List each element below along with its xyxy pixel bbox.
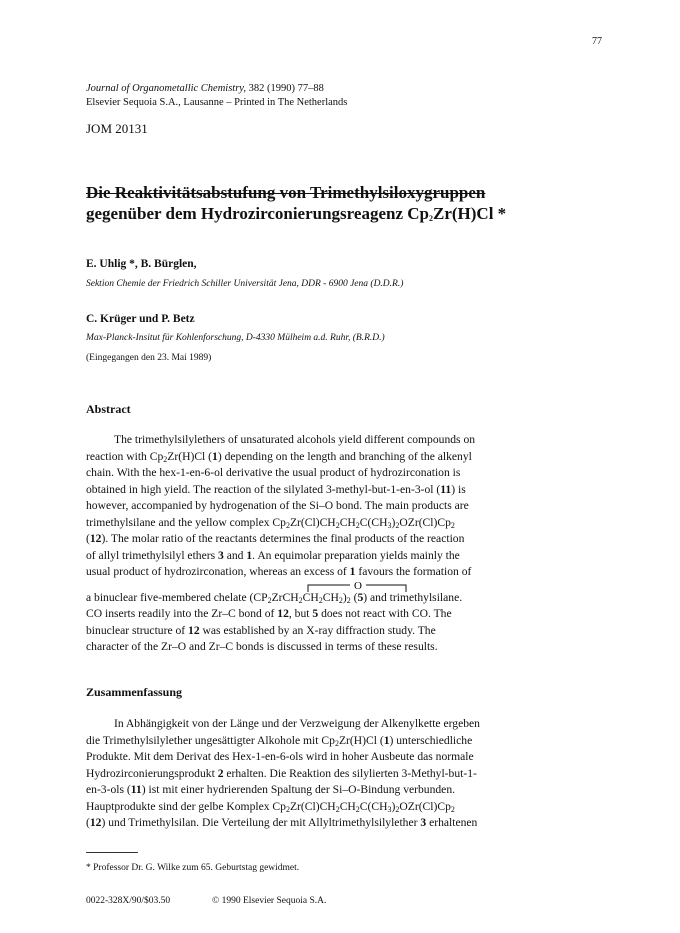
authors-2: C. Krüger und P. Betz — [86, 313, 195, 325]
footnote: * Professor Dr. G. Wilke zum 65. Geburtstag gewidmet. — [86, 863, 300, 873]
abstract-text: The trimethylsilylethers of unsaturated alcohols yield different compounds on reaction with $Cp_2Zr(H)Cl$ (1) depending on the length and branching of the alkenyl chain. With the hex-1-en-6-ol derivative the usual product of hydrozirconation is obtained in high yield. The reaction of the silylated 3-methyl-but-1-en-3-ol (11) is however, accompanied by hydrogenation of the Si–O bond. The main products are trimethylsilane and the yellow complex $Cp_2Zr(Cl)CH_2CH_2C(CH_3)_2OZr(Cl)Cp_2$ (12). The molar ratio of the reactants determines the final products of the reaction of allyl trimethylsilyl ethers 3 and 1. An equimolar preparation yields mainly the usual product of hydrozirconation, whereas an excess of 1 favours the formation of a binuclear five-membered chelate $(CP_2ZrCH_2CH_2CH_2)_2$ (5) and trimethylsilane. CO inserts readily into the Zr–C bond of 12, but 5 does not react with CO. The binuclear structure of 12 was established by an X-ray diffraction study. The character of the Zr–O and Zr–C bonds is discussed in terms of these results. — [86, 433, 476, 653]
ring-oxygen-label: O — [354, 580, 362, 592]
article-code: JOM 20131 — [86, 121, 148, 136]
received-date: (Eingegangen den 23. Mai 1989) — [86, 353, 212, 363]
issn-price: 0022-328X/90/$03.50 — [86, 896, 171, 906]
page-number: 77 — [592, 36, 602, 47]
affiliation-2: Max-Planck-Insitut für Kohlenforschung, D-4330 Mülheim a.d. Ruhr, (B.R.D.) — [86, 333, 385, 343]
publisher-line: Elsevier Sequoia S.A., Lausanne – Printed in The Netherlands — [86, 97, 348, 108]
zusammenfassung-heading: Zusammenfassung — [86, 685, 183, 699]
ring-bracket — [306, 579, 410, 593]
zusammenfassung-text: In Abhängigkeit von der Länge und der Verzweigung der Alkenylkette ergeben die Trimethylsilylether ungesättigter Alkohole mit $Cp_2Zr(H)Cl$ (1) unterschiedliche Produkte. Mit dem Derivat des Hex-1-en-6-ols wird in hoher Ausbeute das normale Hydrozirconierungsprodukt 2 erhalten. Die Reaktion des silylierten 3-Methyl-but-1- en-3-ols (11) ist mit einer hydrierenden Spaltung der Si–O-Bindung verbunden. Hauptprodukte sind der gelbe Komplex $Cp_2Zr(Cl)CH_2CH_2C(CH_3)_2OZr(Cl)Cp_2$ (12) und Trimethylsilan. Die Verteilung der mit Allyltrimethylsilylether 3 erhaltenen — [86, 717, 480, 829]
footnote-rule — [86, 852, 138, 853]
article-title — [86, 182, 606, 224]
abstract-heading: Abstract — [86, 402, 131, 416]
title-line-1: Die Reaktivitätsabstufung von Trimethylsiloxygruppen — [86, 183, 486, 202]
journal-issue: 382 (1990) 77–88 — [246, 83, 324, 94]
affiliation-1: Sektion Chemie der Friedrich Schiller Universität Jena, DDR - 6900 Jena (D.D.R.) — [86, 279, 404, 289]
copyright: © 1990 Elsevier Sequoia S.A. — [212, 896, 327, 906]
journal-name: Journal of Organometallic Chemistry, — [86, 83, 247, 94]
journal-info — [86, 82, 347, 110]
title-line-2: gegenüber dem Hydrozirconierungsreagenz $Cp_2Zr(H)Cl$ * — [86, 204, 507, 223]
authors-1: E. Uhlig *, B. Bürglen, — [86, 258, 197, 270]
